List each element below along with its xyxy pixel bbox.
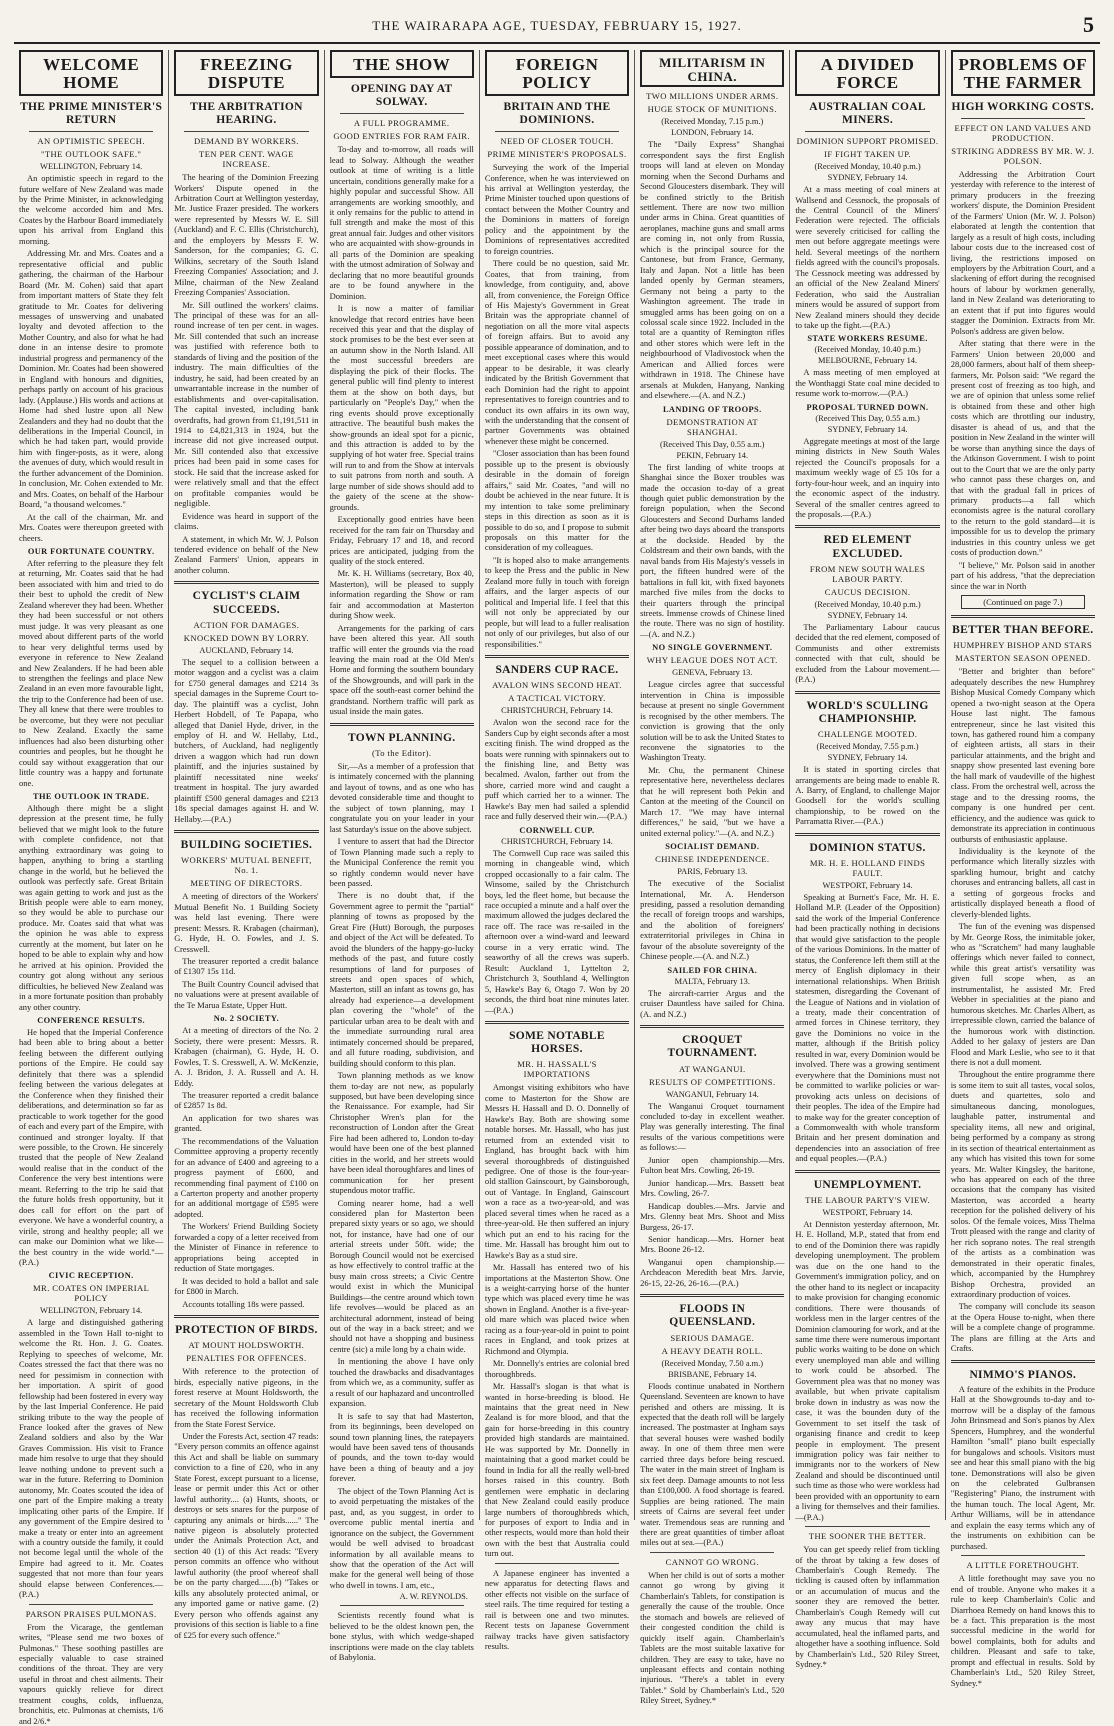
paragraph: With reference to the protection of birds, especially native pigeons, in the forest reserve at Mount Holdsworth, the secretary of the Mount Holdsworth Club has received the following information from the State Forest Service. [174,1366,319,1429]
paragraph: In mentioning the above I have only touched the drawbacks and disadvantages from which we, as a community, suffer as a result of our haphazard and uncontrolled expansion. [329,1356,474,1409]
received-time: (Received This Day, 0.55 a.m.) [660,439,765,449]
section-heading: CORNWELL CUP. [519,825,595,835]
paragraph: Town planning methods as we know them to-day are not new, as popularly supposed, but have been developing since the Renaissance. For example, had Sir Christopher Wren's plan for the reconstruction of London after the Great Fire had been adhered to, London to-day would have been one of the best planned cities in the world, and her streets would have been ideal thoroughfares and lines of communication for her present stupendous motor traffic. [329,1070,474,1196]
paragraph: Aggregate meetings at most of the large mining districts in New South Wales rejected the Council's proposals for a maximum weekly wage of £5 10s for a forty-four-hour week, and an inquiry into the economic aspect of the industry. Several of the smaller centres agreed to the proposals.—(P.A.) [795,435,940,519]
divider [961,1555,1085,1556]
section-headline: BUILDING SOCIETIES. [180,839,313,852]
advert-heading: A LITTLE FORETHOUGHT. [966,1560,1080,1571]
paragraph: Arrangements for the parking of cars have been altered this year. All south traffic will enter the grounds via the road leaving the main road at the Old Men's Home and forming the southern boundary of the Showgrounds, and will park in the space off the south-east corner behind the grandstand. Northern traffic will park as usual inside the main gates. [329,622,474,717]
paragraph: The first landing of white troops at Shanghai since the Boxer troubles was made the occasion to-day of a great though quiet public demonstration by the foreign population, when the Second Gloucesters and Second Durhams landed after being two days aboard the transports at the dockside. Headed by the Coldstream and their own bands, with the naval bands from His Majesty's vessels in port, the fifteen hundred were of the battalions in full kit, with fixed bayonets marched five miles from the docks to their quarters through the principal streets. Immense crowds of Chinese lined the route. There was no sign of hostility.—(A. and N.Z.) [640,461,785,639]
paragraph: "It is hoped also to make arrangements to keep the Press and the public in New Zealand more fully in touch with foreign affairs, and the larger aspects of our political and Imperial life. I feel that this will not only be appreciated by our people, but will lead to a fuller realisation not only of our privileges, but also of our responsibilities." [484,554,630,649]
dateline: CHRISTCHURCH, February 14. [501,706,613,716]
dateline: WANGANUI, February 14. [665,1089,759,1099]
dateline: WELLINGTON, February 14. [40,1306,143,1316]
paragraph: A Japanese engineer has invented a new apparatus for detecting flaws and other effects not visible on the surface of steel rails. The time required for testing a rail is between one and two minutes. Recent tests on Japanese Government railway tracks have given satisfactory results. [484,1567,630,1651]
headline-box [795,50,939,96]
paragraph: Mr. Donnelly's entries are colonial bred thoroughbreds. [484,1358,630,1379]
paragraph: At a mass meeting of coal miners at Wallsend and Cessnock, the proposals of the Central Council of the Miners' Federation were rejected. The officials were severely criticised for calling the men out before aggregate meetings were held. Several meetings of the northern fields agreed with the council's proposals. The Cessnock meeting was addressed by an official of the New Zealand Miners' Federation, who said the Australian miners would be assured of support from New Zealand miners should they decide to take up the fight.—(P.A.) [795,184,940,331]
divider [640,1025,784,1028]
headline: A DIVIDED FORCE [820,55,915,92]
deck: "THE OUTLOOK SAFE." [40,149,142,160]
section-headline: CROQUET TOURNAMENT. [667,1034,757,1060]
dateline: SYDNEY, February 14. [827,424,908,434]
paragraph: There could be no question, said Mr. Coates, that from training, from knowledge, from contiguity, and, above all, from convenience, the Foreign Office of His Majesty's Government in Great Britain was the appropriate channel of negotiation on all the more vital aspects of foreign affairs. But to avoid any possible appearance of domination, and to meet exceptional cases where this would appear to be desirable, it was clearly indicated by the British Government that each Dominion had the right to appoint representatives to foreign countries and to conduct its own affairs in its own way, with the understanding that the consent of partner Governments was obtained whenever these might be concerned. [484,258,630,446]
deck: HUMPHREY BISHOP AND STARS [953,640,1093,651]
paragraph: The Workers' Friend Building Society forwarded a copy of a letter received from the Minister of Finance in reference to appropriations being accepted in reduction of State mortgages. [174,1221,319,1274]
headline: THE SHOW [353,55,451,74]
dateline: BRISBANE, February 14. [668,1369,757,1379]
paragraph: Junior handicap.—Mrs. Bassett beat Mrs. Cowling, 26-7. [640,1177,785,1199]
headline: MILITARISM IN CHINA. [659,55,766,84]
deck: A HEAVY DEATH ROLL. [661,1345,763,1356]
section-headline: WORLD'S SCULLING CHAMPIONSHIP. [806,699,929,725]
paragraph: To-day and to-morrow, all roads will lead to Solway. Although the weather outlook at time of writing is a little uncertain, conditions generally make for a highly popular and successful Show. All arrangements are working smoothly, and it only remains for the public to attend in full strength and make the most of this great annual fair. Judges and other visitors who are acquainted with show-grounds in all parts of the Dominion are speaking with the utmost admiration of Solway and declaring that no more beautiful grounds are to be found anywhere in the Dominion. [329,144,474,301]
deck: AT MOUNT HOLDSWORTH. [188,1340,305,1351]
subheadline: AUSTRALIAN COAL MINERS. [809,100,926,126]
section-heading: CIVIC RECEPTION. [48,1271,134,1281]
section-headline: PROTECTION OF BIRDS. [175,1324,318,1337]
deck: WORKERS' MUTUAL BENEFIT, No. 1. [181,855,312,876]
paragraph: A statement, in which Mr. W. J. Polson tendered evidence on behalf of the New Zealand Farmers' Union, appears in another column. [174,533,319,575]
paragraph: The aircraft-carrier Argus and the cruiser Dauntless have sailed for China. (A. and N.Z.) [640,987,785,1019]
divider [951,615,1095,618]
paragraph: It is stated in sporting circles that arrangements are being made to enable R. A. Barry, of England, to challenge Major Goodsell for the world's sculling championship, to be rowed on the Parramatta River.—(P.A.) [795,764,940,827]
advert-text: When her child is out of sorts a mother cannot go wrong by giving it Chamberlain's Tablets, for constipation is generally the cause of the trouble. Once the stomach and bowels are relieved of their congested condition the child is quickly itself again. Chamberlain's Tablets are the most suitable laxative for children. They are easy to take, have no unpleasant effects and contain nothing injurious. "There's a tablet in every Tablet." Sold by Chamberlain's Ltd., 520 Riley Street, Sydney.* [640,1569,785,1706]
masthead [14,8,1100,44]
received-time: (Received This Day, 0.55 a.m.) [815,413,920,423]
divider [330,723,474,726]
dateline: WESTPORT, February 14. [822,880,913,890]
column-problems-farmer [946,50,1100,1688]
advert-heading: PARSON PRAISES PULMONAS. [25,1608,157,1619]
paragraph: An application for two shares was granted. [174,1112,319,1134]
divider [495,131,619,132]
dateline: SYDNEY, February 14. [827,610,908,620]
divider [805,131,929,132]
section-headline: UNEMPLOYMENT. [813,1178,922,1191]
headline-box [19,50,163,96]
deck: MEETING OF DIRECTORS. [190,878,303,889]
deck: TEN PER CENT. WAGE INCREASE. [199,149,294,170]
paragraph: The treasurer reported a credit balance of £1307 15s 11d. [174,955,319,977]
continuation-note: (Continued on page 7.) [961,595,1085,609]
paragraph: He hoped that the Imperial Conference had been able to bring about a better feeling between the different outlying portions of the Empire. He could say definitely that there was a splendid feeling between the various delegates at the Conference when they finished their deliberations, and determination so far as practicable to work together for the good of each and every part of the Empire, with continued and stronger loyalty. If that were possible, to the Crown. He sincerely trusted that the people of New Zealand would realise that in the conduct of the Conference the very best intentions were meant. Referring to the trip he said that the future holds fresh opportunity, but it does call for effort on the part of everyone. We have a wonderful country, a virile, strong and healthy people; all we can make our Dominion what we like—the best country in the wide world."—(P.A.) [19,1027,164,1267]
divider [795,525,939,528]
advert-text: From the Vicarage, the gentleman writes, "Please send me two boxes of Pulmonas." These soothing pastilles are especially valuable to case strained conditions of the throat. They are very useful in throat and chest ailments. Their vapours quickly relieve for direct treatment coughs, colds, influenza, bronchitis, etc. Pulmonas at chemists, 1/6 and 2/6.* [19,1621,164,1726]
divider [184,131,308,132]
page-number: 5 [1083,12,1094,37]
subheadline: HIGH WORKING COSTS. [951,100,1095,113]
subheadline: THE PRIME MINISTER'S RETURN [20,100,163,126]
paragraph: League circles agree that successful intervention in China is impossible because at present no single Government is recognised by the other members. The conviction is growing that the only solution will be to ask the United States to reconvene the signatories to the Washington Treaty. [640,679,785,763]
section-heading: THE OUTLOOK IN TRADE. [33,791,150,801]
deck: ACTION FOR DAMAGES. [193,619,300,630]
headline: FOREIGN POLICY [515,55,599,92]
section-headline: NIMMO'S PIANOS. [969,1368,1077,1381]
divider [795,833,939,836]
paragraph: Mr. Hassall has entered two of his importations at the Masterton Show. One is a weight-carrying horse of the hunter type which was placed every time he was shown in England. Another is a five-year-old mare which was placed twice when racing as a four-year-old in point to point races in England, and took prizes at Richmond and Olympia. [484,1262,630,1356]
deck: KNOCKED DOWN BY LORRY. [183,632,310,643]
divider [485,655,629,658]
paragraph: Wanganui open championship.—Archdeacon Meredith beat Mrs. Jarvie, 26-15, 22-26, 26-16.—(P.A.) [640,1256,785,1288]
advert-heading: CANNOT GO WRONG. [665,1556,759,1567]
headline-box [485,50,629,96]
dateline: LONDON, February 14. [671,128,754,138]
section-heading: LANDING OF TROOPS. [662,404,762,414]
deck: TWO MILLIONS UNDER ARMS. [646,91,779,102]
deck: GOOD ENTRIES FOR RAM FAIR. [333,131,470,142]
section-headline: FLOODS IN QUEENSLAND. [669,1303,756,1329]
paragraph: The sequel to a collision between a motor waggon and a cyclist was a claim for £750 general damages and £214 3s special damages in the Supreme Court to-day. The plaintiff was a cyclist, John Herbert Hobdell, of Te Papapa, who alleged that Daniel Hyde, driver, in the employ of H. and W. Hellaby, Ltd., butchers, of Auckland, had negligently driven a waggon which had run down plaintiff, and the injuries sustained by plaintiff necessitated nine weeks' treatment in hospital. The jury awarded plaintiff £500 general damages and £213 18s special damages against H. and W. Hellaby.—(P.A.) [174,656,319,824]
page-title: THE WAIRARAPA AGE, TUESDAY, FEBRUARY 15, 1927. [372,18,742,33]
section-heading: CONFERENCE RESULTS. [37,1016,146,1026]
deck: WHY LEAGUE DOES NOT ACT. [646,655,778,666]
paragraph: Senior handicap.—Mrs. Horner beat Mrs. Boone 26-12. [640,1233,785,1255]
paragraph: Amongst visiting exhibitors who have come to Masterton for the Show are Messrs H. Hassall and D. O. Donnelly of Hawke's Bay. Both are showing some notable horses. Mr. Hassall, who has just returned from an extended visit to England, has brought back with him several thoroughbreds of distinguished pedigree. One of those is the four-year-old stallion Gainscourt, by Gainsborough, out of Vantage. In England, Gainscourt won a race as a two-year-old, and was placed several times when he raced as a three-year-old. He then suffered an injury which put an end to his racing for the time. Mr. Hassall has brought him out to Hawke's Bay as a stud sire. [484,1082,630,1260]
paragraph: An optimistic speech in regard to the future welfare of New Zealand was made by the Prime Minister, in acknowledging the welcome accorded him and Mrs. Coates by the Harbour Board immediately upon his arrival from England this morning. [19,173,164,246]
dateline: GENEVA, February 13. [672,668,753,678]
column-the-show [325,50,480,1663]
deck: EFFECT ON LAND VALUES AND PRODUCTION. [954,122,1092,143]
paragraph: The recommendations of the Valuation Committee approving a property recently for an advance of £400 and agreeing to a progress payment of £600, and recommending final payment of £100 on a Carterton property and another property for an additional mortgage of £595 were adopted. [174,1135,319,1219]
deck: DOMINION SUPPORT PROMISED. [796,136,939,147]
deck: DEMONSTRATION AT SHANGHAI. [666,416,759,437]
deck: AT WANGANUI. [678,1063,746,1074]
divider [961,118,1085,119]
paragraph: Junior open championship.—Mrs. Fulton beat Mrs. Cowling, 26-19. [640,1154,785,1176]
paragraph: Accounts totalling 18s were passed. [182,1298,305,1309]
deck: STRIKING ADDRESS BY MR. W. J. POLSON. [951,145,1095,166]
advert-text: You can get speedy relief from tickling of the throat by taking a few doses of Chamberlain's Cough Remedy. The tickling is caused often by inflammation or an accumulation of mucus and the sooner they are removed the better. Chamberlain's Cough Remedy will cut away any mucus that may have accumulated, heal the inflamed parts, and altogether have a soothing influence. Sold by Chamberlain's Ltd., 520 Riley Street, Sydney.* [795,1544,940,1670]
paragraph: It is safe to say that had Masterton, from its beginnings, been developed on sound town planning lines, the ratepayers would have been saved tens of thousands of pounds, and the town to-day would have been a thing of beauty and a joy forever. [329,1410,474,1484]
deck: RESULTS OF COMPETITIONS. [649,1076,776,1087]
paragraph: Individuality is the keynote of the performance which literally sizzles with sparkling humour, bright and catchy choruses and entrancing ballets, all cast in a setting of gorgeous frocks and artistically displayed beneath a flood of cleverly-blended lights. [950,845,1095,919]
paragraph: A mass meeting of men employed at the Wonthaggi State coal mine decided to resume work to-morrow.—(P.A.) [795,367,940,399]
deck: MR. COATES ON IMPERIAL POLICY [33,1283,150,1304]
received-time: (Received Monday, 7.50 a.m.) [661,1358,764,1368]
columns [14,50,1100,1726]
paragraph: Under the Forests Act, section 47 reads: "Every person commits an offence against this Act and shall be liable on summary conviction to a fine of £20, who in any State Forest, except pursuant to a license, lease or permit under this Act or other lawful authority.... (a) Hunts, shoots, or destroys or sets snares for the purpose of capturing any animals or birds......" The native pigeon is absolutely protected under the Animals Protection Act, and section 40 (1) of this Act reads: "Every person commits an offence who without lawful authority (the proof whereof shall be on the party charged......(b) "Takes or kills any absolutely protected animal, or any imported game or native game. (2) Every person who offends against any provisions of this section is liable to a fine of £25 for every such offence." [174,1430,319,1640]
paragraph: Avalon won the second race for the Sanders Cup by eight seconds after a most exciting finish. The wind dropped as the boats were running with spinnakers out to the finishing line, and Betty was becalmed. Avalon, farther out from the shore, carried more wind and caught a puff which carried her to a winner. The Hawke's Bay men had sailed a splendid race and fully deserved their win.—(P.A.) [484,717,630,822]
dateline: PARIS, February 13. [677,867,748,877]
section-heading: PROPOSAL TURNED DOWN. [806,402,929,412]
paragraph: It was decided to hold a ballot and sale for £800 in March. [174,1275,319,1297]
advert-text: A little forethought may save you no end of trouble. Anyone who makes it a rule to keep Chamberlain's Colic and Diarrhoea Remedy on hand knows this to be a fact. This preparation is the most successful medicine in the world for bowel complaints, both for adults and children. Pleasant and safe to take, prompt and effectual in results. Sold by Chamberlain's Ltd., 520 Riley Street, Sydney.* [950,1573,1095,1688]
headline-box [330,50,474,78]
paragraph: Mr. Sill outlined the workers' claims. The principal of these was for an all-round increase of ten per cent. in wages. Mr. Sill contended that such an increase was justified with reference both to standards of living and the position of the industry. The main difficulties of the industry, he said, had been created by an unwarrantable increase in the number of establishments and over-capitalisation. The capital invested, including bank overdrafts, had grown from £1,191,511 in 1914 to £4,821,313 in 1924, but the increase did not give increased output. Mr. Sill contended also that excessive prices had been paid in some cases for stock. He said that the increase asked for were relatively small and that the effect on profitable companies would be negligible. [174,299,319,509]
paragraph: At the call of the chairman, Mr. and Mrs. Coates were thereupon greeted with cheers. [19,511,164,543]
deck: A FULL PROGRAMME. [353,118,450,129]
divider [795,691,939,694]
subheadline: OPENING DAY AT SOLWAY. [350,82,453,109]
paragraph: There is no doubt that, if the Government agree to permit the "partial" planning of towns as proposed by the Great Fire (Hutt) Borough, the purposes and object of the Act will be defeated. To avoid the blunders of the happy-go-lucky methods of the past, and future costly resumptions of land for purposes of streets and open spaces of which, Masterton, still an infant as towns go, has already had experience—a development plan covering the "whole" of the particular urban area to be dealt with and the immediate surrounding rural area intimately concerned should be prepared, and all future roading, subdivision, and building should conform to this plan. [329,890,474,1068]
deck: MR. H. HASSALL'S IMPORTATIONS [517,1059,597,1080]
divider [174,830,318,833]
paragraph: The object of the Town Planning Act is to avoid perpetuating the mistakes of the past, and, as you suggest, in order to overcome public mental inertia and ignorance on the subject, the Government would be well advised to broadcast information by all available means to show that the operation of the Act will make for the general well being of those who dwell in towns. I am, etc., [329,1485,474,1590]
paragraph: A large and distinguished gathering assembled in the Town Hall to-night to welcome the Rt. Hon. J. G. Coates. Replying to speeches of welcome, Mr. Coates stressed the fact that there was no need for pessimism in connection with her importation. A spirit of good fellowship had been fostered in every way by the last Imperial Conference. He paid striking tribute to the way the people of France looked after the graves of New Zealand soldiers and also by the War Graves Commission. His visit to France made him resolve to urge that they should leave nothing undone to prevent such a war in the future. Referring to Dominion autonomy, Mr. Coates scouted the idea of one part of the Empire making a treaty implicating other parts of the Empire. If any government of the Empire desired to make a treaty or enter into an agreement with a country outside the family, it could not become legal until the whole of the Empire had agreed to it. Mr. Coates suggested that not more than four years should elapse between Conferences.—(P.A.) [19,1317,164,1600]
column-welcome-home [14,50,169,1726]
paragraph: A feature of the exhibits in the Produce Hall at the Showgrounds to-day and to-morrow will be a display of the famous John Brinsmead and Son's pianos by Alex Spencers, Humphrey, and the wonderful Hamilton "small" piano built especially for bungalows and schools. Visitors must see and hear this small piano with the big tone. Demonstrations will also be given on the celebrated Gulbransen "Registering" Piano, the instrument with the human touch. The local Agent, Mr. Arthur Williams, will be in attendance and explain the easy terms which any of the instruments on exhibition can be purchased. [950,1383,1095,1551]
section-headline: CYCLIST'S CLAIM SUCCEEDS. [192,590,301,616]
paragraph: Exceptionally good entries have been received for the ram fair on Thursday and Friday, February 17 and 18, and record prices are anticipated, judging from the quality of the stock entered. [329,514,474,566]
divider [29,1604,153,1605]
paragraph: I venture to assert that had the Director of Town Planning made such a reply to the Municipal Conference the remit you so rightly condemn would never have been passed. [329,836,474,888]
subheadline: THE ARBITRATION HEARING. [190,100,303,126]
deck: PENALTIES FOR OFFENCES. [186,1353,307,1364]
headline-box [951,50,1095,96]
deck: IF FIGHT TAKEN UP. [824,149,911,160]
divider [29,131,153,132]
paragraph: After stating that there were in the Farmers' Union between 20,000 and 28,000 farmers, about half of them sheep-farmers, Mr. Polson said: "We regard the present cost of freezing as too high, and we are of opinion that unless some relief is obtained from these and other high costs which are throttling our industry, disaster is ahead of us, and that the position in New Zealand in the winter will be worse than anything since the days of the Atkinson Government. I wish to point out to the Court that we are the only party who cannot pass these charges on, and that with the gradual fall in prices of primary products—a fall which economists agree is the natural corollary to the return to the gold standard—it is impossible for us to develop the primary industries in this country unless we get costs of production down." [950,338,1095,558]
dateline: WELLINGTON, February 14. [40,162,143,172]
dateline: MELBOURNE, February 14. [818,356,918,366]
dateline: CHRISTCHURCH, February 14. [501,836,613,846]
paragraph: "I believe," Mr. Polson said in another part of his address, "that the depreciation since the war in North [950,559,1095,591]
deck: NEED OF CLOSER TOUCH. [500,136,614,147]
dateline: PEKIN, February 14. [676,450,749,460]
paragraph: Addressing the Arbitration Court yesterday with reference to the interest of primary producers in the freezing workers' dispute, the Dominion President of the Farmers' Union (Mr. W. J. Polson) elaborated at length the contention that largely as a result of high costs, including labour costs due to the increased cost of living, the restrictions imposed on employers by the Arbitration Court, and a slackening of effort during the recognised hours of labour by workmen generally, land in New Zealand was deteriorating to an extent that if put into figures would stagger the Dominion. Extracts from Mr. Polson's address are given below. [950,168,1095,336]
paragraph: "Closer association than has been found possible up to the present is obviously desirable in the domain of foreign affairs," said Mr. Coates, "and will no doubt be achieved in the near future. It is my intention to take some preliminary steps in this direction as soon as it is possible to do so, and I propose to submit proposals on this matter for the consideration of my colleagues. [484,448,630,553]
received-time: (Received Monday, 7.55 p.m.) [816,742,919,752]
paragraph: The executive of the Socialist International, Mr. A. Henderson presiding, passed a resolution demanding the recall of foreign troops and warships, and the abolition of foreigners' extraterritorial privileges in China in favour of the absolute sovereignty of the Chinese people.—(A. and N.Z.) [640,878,785,962]
deck: PRIME MINISTER'S PROPOSALS. [487,149,627,160]
paragraph: Mr. Chu, the permanent Chinese representative here, nevertheless declares that he will represent both Pekin and Canton at the meeting of the Council on March 17. "We may have internal differences," he said, "but we have a united external policy."—(A. and N.Z.) [640,764,785,838]
paragraph: The treasurer reported a credit balance of £2857 1s 8d. [174,1089,319,1111]
deck: FROM NEW SOUTH WALES LABOUR PARTY. [809,563,926,584]
divider [485,1021,629,1024]
paragraph: The fun of the evening was dispensed by Mr. George Ross, the inimitable joker, who as "Scratchem" had many laughable offerings which never failed to connect, while this great artist's versatility was given full scope when, as an instrumentalist, he assisted Mr. Fred Webber in specialities at the piano and humorous sketches. Mr. Charles Albert, as irrepressible clown, carried the balance of the humorous work with distinction. Added to her galaxy of jesters are Dan Flood and Mark Leslie, who see to it that there is not a dull moment. [950,921,1095,1068]
deck: SERIOUS DAMAGE. [670,1332,755,1343]
section-headline: SANDERS CUP RACE. [495,663,619,676]
dateline: WESTPORT, February 14. [822,1207,913,1217]
paragraph: Sir,—As a member of a profession that is intimately concerned with the planning and layout of towns, and as one who has devoted considerable time and thought to the subject of town planning, may I congratulate you on your leader in your last Saturday's issue on the above subject. [329,760,474,834]
paragraph: The Parliamentary Labour caucus decided that the red element, composed of Communists and other extremists connected with that cult, should be excluded from the Labour movement.—(P.A.) [795,621,940,685]
signature: A. W. REYNOLDS. [399,1592,468,1602]
advert-heading: THE SOONER THE BETTER. [808,1531,927,1542]
paragraph: It is now a matter of familiar knowledge that record entries have been received this year and that the display of stock promises to be the best ever seen at an autumn show in the North Island. All the most successful breeders are displaying the pick of their flocks. The general public will find plenty to interest them at the show on both days, but particularly on "People's Day," when the ring events should prove exceptionally attractive. The beautiful bush makes the show-grounds an ideal spot for a picnic, and this attraction is added to by the supplying of hot water free. Special trains will run to and from the Show at intervals to suit patrons from north and south. A large number of side shows should add to the gaiety of the scene at the show-grounds. [329,303,474,512]
column-foreign-policy [480,50,635,1651]
deck: A TACTICAL VICTORY. [508,693,606,704]
section-headline: BETTER THAN BEFORE. [952,624,1094,637]
dateline: SYDNEY, February 14. [827,173,908,183]
paragraph: Addressing Mr. and Mrs. Coates and a representative official and public gathering, the chairman of the Harbour Board (Mr. M. Cohen) said that apart from important matters of State they felt gratitude to Mr. Coates for delivering messages of unswerving and unabated loyalty and devoted affection to the Mother Country, and also for what he had done in an intense desire to promote industrial progress and permanency of the Dominion. Mr. Coates had been showered in England with honours and dignities, perhaps partly on account of his gracious lady. (Applause.) His words and actions at Home had shed lustre upon all New Zealanders and they had no doubt that the deliberations in the Imperial Council, in which he had taken part, would provide him with finger-posts, as it were, along the avenues of duty, which would result in the further advancement of the Dominion. In conclusion, Mr. Cohen extended to Mr. and Mrs. Coates, on behalf of the Harbour Board, "a thousand welcomes." [19,248,164,510]
paragraph: A meeting of directors of the Workers' Mutual Benefit No. 1 Building Society was held last evening. There were present: Messrs. R. Krabagen (chairman), G. Hyde, H. O. Fowles, and J. S. Cresswell. [174,891,319,954]
paragraph: The "Daily Express" Shanghai correspondent says the first English troops will land at eleven on Monday morning when the Second Durhams and Second Gloucesters disembark. They will be confined strictly to the British settlement. There are now two million under arms in China. Great quantities of aeroplanes, machine guns and small arms are coming in, not only from Russia, which is the principal source for the Cantonese, but from France, Germany, Italy and Japan. Not a little has been landed openly by German steamers, Germany not being a party to the Washington agreement. The trade in smuggled arms has been going on on a colossal scale since 1922. Included in the total are a quantity of Remington rifles and other stores which were left in the neighbourhood of Vladivostock when the American and Allied forces were withdrawn in 1918. The Chinese have arsenals at Mukden, Hanyang, Nanking and elsewhere.—(A. and N.Z.) [640,139,785,401]
paragraph: The Built Country Council advised that no valuations were at present available of the Te Marua Estate, Upper Hutt. [174,978,319,1010]
section-heading: No. 2 SOCIETY. [213,1014,280,1024]
section-headline: RED ELEMENT EXCLUDED. [823,534,912,560]
dateline: MALTA, February 13. [674,976,750,986]
divider [174,581,318,584]
deck: MR. H. E. HOLLAND FINDS FAULT. [809,857,926,878]
paragraph: The Wanganui Croquet tournament concluded to-day in excellent weather. Play was generally interesting. The final results of the various competitions were as follows:— [640,1100,785,1153]
paragraph: Floods continue unabated in Northern Queensland. Seventeen are known to have perished and others are missing. It is expected that the death roll will be largely increased. The postmaster at Ingham says that several houses were washed bodily away. In one of them three men were carried three days before being rescued. The water in the main street of Ingham is six feet deep. Damage amounts to not less than £100,000. A food shortage is feared. Supplies are being rationed. The main streets of Cairns are several feet under water. Tremendous seas are running and there are great quantities of timber afloat miles out at sea.—(P.A.) [640,1380,785,1548]
received-time: (Received Monday, 10.40 p.m.) [814,162,921,172]
headline: WELCOME HOME [43,55,140,92]
column-freezing-dispute [169,50,324,1640]
section-headline: TOWN PLANNING. [347,731,456,744]
paragraph: Surveying the work of the Imperial Conference, when he was interviewed on his arrival at Wellington yesterday, the Prime Minister touched upon questions of contact between the Mother Country and the Dominions in matters of foreign policy and the appointment by the Dominions of representatives accredited to foreign countries. [484,162,630,256]
section-heading: NO SINGLE GOVERNMENT. [652,643,773,653]
paragraph: Although there might be a slight depression at the present time, he fully believed that we might look to the future with complete confidence, not that anything extraordinary was going to happen, anything to bring a startling change in the world, but he believed the outlook was perfectly safe. Great Britain was again getting to work and just as the British people were able to earn money, so they would be able to purchase our produce. Mr. Coates said that what was the opinion he was able to express currently at the moment, but later on he hoped to be able to explain why and how he arrived at his opinion. Provided the country got along without any serious difficulties, he believed New Zealand was in a more fortunate position than probably any other country. [19,802,164,1012]
subheadline: BRITAIN AND THE DOMINIONS. [503,100,611,126]
headline-box [174,50,318,96]
paragraph: The Cornwell Cup race was sailed this morning in changeable wind, which cropped occasionally to a fair calm. The Winsome, sailed by the Christchurch boys, led the fleet home, but because the race occupied a minute and a half over the maximum allowed the judges declared the race off. The race was re-sailed in the afternoon over a wind-ward and leeward course in a very erratic wind. The seaworthy of all the crews was superb. Result: Auckland 1, Lyttelton 2, Christchurch 3, Southland 4, Wellington 5, Hawke's Bay 6, Otago 7. Won by 20 seconds, the third boat nine minutes later.—(P.A.) [484,847,630,1015]
paragraph: "Better and brighter than before" adequately describes the new Humphrey Bishop Musical Comedy Company which opened a two-night season at the Opera House last night. The famous entrepreneur, since he last visited this town, has gathered round him a company of eighteen artists, all stars in their particular attainments, and the bright and snappy show presented last evening bore the hall mark of vaudeville of the highest class. From the orchestral well, across the stage and to the dressing rooms, the company is one hundred per cent. efficiency, and the audience was quick to demonstrate its appreciation in continuous outbursts of enthusiastic applause. [950,666,1095,844]
paragraph: Mr. Hassall's slogan is that what is wanted in horse-breeding is blood. He maintains that the great need in New Zealand is for more blood, and that the gain for horse-breeding in this country provided high standards are maintained. He was supported by Mr. Donnelly in maintaining that a good market could be found in India for all the really well-bred horses raised in this country. Both gentlemen were emphatic in declaring that New Zealand could easily produce large numbers of thoroughbreds which, for purposes of export to India and in other respects, would more than hold their own with the best that Australia could turn out. [484,1381,630,1559]
deck: DEMAND BY WORKERS. [194,136,299,147]
section-heading: STATE WORKERS RESUME. [807,334,928,344]
divider [951,1360,1095,1363]
divider [495,1563,619,1564]
paragraph: The hearing of the Dominion Freezing Workers' Dispute opened in the Arbitration Court at Wellington yesterday, Mr. Justice Frazer presided. The workers were represented by Messrs W. E. Sill (Auckland) and F. C. Ellis (Christchurch), and the employers by Messrs F. W. Sanderson, for the companies; G. C. Wilkins, secretary of the South Island Freezing Companies' Association; and J. Milne, chairman of the New Zealand Freezing Companies' Association. [174,172,319,298]
received-time: (Received Monday, 10.40 p.m.) [814,345,921,355]
paragraph: Coming nearer home, had a well considered plan for Masterton been prepared sixty years or so ago, we should not, for instance, have had one of our arterial streets under 50ft. wide; the Borough Council would not be exercised as how effectively to control traffic at the busy main cross streets; a Civic Centre would exist in which the Municipal Buildings—the centre around which town life revolves—would be placed as an architectural adornment, instead of being out of the way in a back street; and we should not have a shopping and business centre (sic) a mile long by a chain wide. [329,1197,474,1354]
deck: HUGE STOCK OF MUNITIONS. [647,104,777,115]
paragraph: Handicap doubles.—Mrs. Jarvie and Mrs. Glenny beat Mrs. Shoot and Miss Burgess, 26-17. [640,1200,785,1232]
section-headline: SOME NOTABLE HORSES. [509,1029,605,1056]
deck: CAUCUS DECISION. [824,586,911,597]
divider [174,1315,318,1318]
deck: MASTERTON SEASON OPENED. [955,653,1091,664]
section-heading: OUR FORTUNATE COUNTRY. [27,546,155,556]
deck: AVALON WINS SECOND HEAT. [492,680,622,691]
column-militarism-china [635,50,790,1706]
paragraph: Speaking at Burnett's Face, Mr. H. E. Holland M.P. (Leader of the Opposition) said the work of the Imperial Conference had been practically nothing in decisions that would give satisfaction to the people of the various Dominions. In the matter of status, the Conference left them still at the mercy of English diplomacy in their international relationships. When British statesmen, disregarding the Covenant of the League of Nations and in violation of a treaty, made their concentration of armed forces in Chinese territory, they gave the Dominions no voice in the matter, although if the British policy resulted in war, every Dominion would be involved. There was a growing sentiment everywhere that the Dominions must not be committed to warlike policies or war-provoking acts unless on decisions of their peoples. The idea of the Empire had to make way for the greater conception of a Commonwealth with whole transform Britain and her present domination and dependencies into an association of free and equal peoples.—(P.A.) [795,891,940,1164]
deck: THE LABOUR PARTY'S VIEW. [805,1194,930,1205]
divider [640,1294,784,1297]
paragraph: At a meeting of directors of the No. 2 Society, there were present: Messrs. R. Krabagen (chairman), G. Hyde, H. O. Fowles, T. S. Cresswell, A. W. McKenzie, A. J. Bridon, J. A. Russell and A. H. Eddy. [174,1025,319,1088]
paragraph: After referring to the pleasure they felt at returning, Mr. Coates said that he had been associated with him and tried to do their best to uphold the credit of New Zealand wherever they had been. Whether they had been successful or not others must judge. It was very pleasant as one moved about different parts of the world to hear very delightful terms used by everyone in reference to New Zealand and New Zealanders. If he had been able to strengthen the feelings and place New Zealand in an even more favourable light, the trip to the Conference had been of use. They all knew that there were troubles to be overcome, but they were not peculiar to New Zealand. Exactly the same influences had also been disturbing other countries and peoples, but he thought he could say without exaggeration that our little country was a happy and fortunate one. [19,557,164,788]
section-heading: SOCIALIST DEMAND. [665,842,760,852]
deck: CHINESE INDEPENDENCE. [655,854,770,865]
dateline: AUCKLAND, February 14. [199,645,294,655]
deck: AN OPTIMISTIC SPEECH. [37,136,145,147]
headline: PROBLEMS OF THE FARMER [958,55,1088,92]
dateline: SYDNEY, February 14. [827,753,908,763]
section-headline: DOMINION STATUS. [809,841,926,854]
column-divided-force [790,50,945,1670]
paragraph: Throughout the entire programme there is some item to suit all tastes, vocal solos, duets and quartettes, solo and simultaneous dancing, monologues, laughable patter, instrumental and speciality items, all new and original, being performed by a company as strong in its section of theatrical entertainment as any which has visited this town for some years. Mr. Walter Kingsley, the baritone, who has appeared on each of the three occasions that the company has visited Masterton, was accorded a hearty reception for the polished delivery of his solos. Of the female voices, Miss Thelma Trott pleased with the range and clarity of her rich soprano notes. The real strength of the artists as a combination was demonstrated in their operatic finales, which, accompanied by the Humphrey Bishop Orchestra, provided an extraordinary production of voices. [950,1069,1095,1299]
paragraph: Scientists recently found what is believed to be the oldest known pen, the bone stylus, with which wedge-shaped inscriptions were made on the clay tablets of Babylonia. [329,1610,474,1663]
received-time: (Received Monday, 10.40 p.m.) [814,599,921,609]
paragraph: Mr. K. H. Williams (secretary, Box 40, Masterton), will be pleased to supply information regarding the Show or ram fair and accommodation at Masterton during Show week. [329,568,474,621]
paragraph: Evidence was heard in support of the claims. [174,510,319,532]
divider [795,1170,939,1173]
headline-box [640,50,784,87]
divider [805,1526,929,1527]
divider [650,1552,774,1553]
paragraph: At Denniston yesterday afternoon, Mr. H. E. Holland, M.P., stated that from end to end of the Dominion there was rapidly developing unemployment. The problem was due on the one hand to the Government's immigration policy, and on the other hand to its neglect or incapacity to make provision for changing economic conditions. There were thousands of workless men in the larger centres of the Dominion clamouring for work, and at the same time there were numerous important public works waiting to be done on which every unemployed man able and willing to work could be absorbed. The Government plea was that no money was available, but when private capitalism broke down in industry as was now the case, it was the bounden duty of the Government to set itself the task of organising finance and credit to keep people in employment. The present immigration policy was fair neither to immigrants nor to the workers of New Zealand and should be discontinued until such time as those who were workless had been provided with an opportunity to earn a living for themselves and their families.—(P.A.) [795,1218,940,1522]
section-heading: SAILED FOR CHINA. [667,965,758,975]
deck: (To the Editor). [371,747,432,758]
headline: FREEZING DISPUTE [200,55,293,92]
deck: CHALLENGE MOOTED. [817,729,918,740]
paragraph: The company will conclude its season at the Opera House to-night, when there will be a complete change of programme. The plans are filling at the Arts and Crafts. [950,1301,1095,1354]
divider [340,1605,464,1606]
divider [340,113,464,114]
received-time: (Received Monday, 7.15 p.m.) [661,117,764,127]
